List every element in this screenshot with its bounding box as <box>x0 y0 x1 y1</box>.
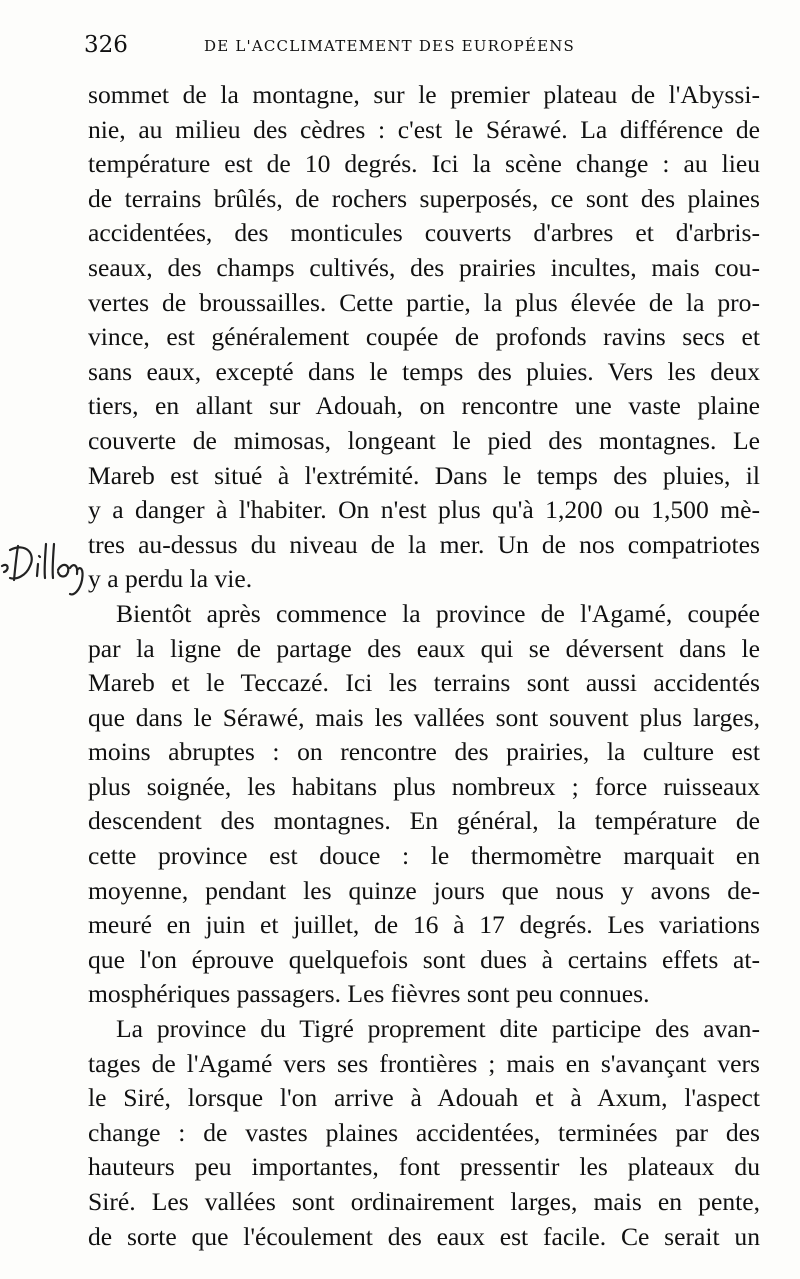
text-line: que dans le Sérawé, mais les vallées sont souvent plus larges, <box>88 702 760 732</box>
text-line: Siré. Les vallées sont ordinairement larges, mais en pente, <box>88 1187 760 1216</box>
text-line: vertes de broussailles. Cette partie, la plus élevée de la pro- <box>88 287 760 317</box>
text-line: tages de l'Agamé vers ses frontières ; mais en s'avançant vers <box>88 1048 760 1078</box>
paragraph-3 <box>88 1012 760 1254</box>
text-line: accidentées, des monticules couverts d'arbres et d'arbris- <box>88 218 760 248</box>
text-line: de sorte que l'écoulement des eaux est facile. Ce serait un <box>88 1221 760 1251</box>
paragraph-2 <box>88 597 760 1012</box>
text-line: change : de vastes plaines accidentées, terminées par des <box>88 1117 760 1147</box>
text-line: y a danger à l'habiter. On n'est plus qu'à 1,200 ou 1,500 mè- <box>88 495 760 525</box>
text-line: couverte de mimosas, longeant le pied des montagnes. Le <box>88 425 760 455</box>
text-line: meuré en juin et juillet, de 16 à 17 degrés. Les variations <box>88 910 760 940</box>
text-line: tres au-dessus du niveau de la mer. Un de nos compatriotes <box>88 529 760 559</box>
text-line: vince, est généralement coupée de profonds ravins secs et <box>88 322 760 352</box>
text-line: seaux, des champs cultivés, des prairies incultes, mais cou- <box>88 252 760 282</box>
text-line: La province du Tigré proprement dite participe des avan- <box>116 1014 760 1044</box>
paragraph-1 <box>88 78 760 597</box>
text-line: tiers, en allant sur Adouah, on rencontre une vaste plaine <box>88 391 760 421</box>
text-line: de terrains brûlés, de rochers superposés, ce sont des plaines <box>88 183 760 213</box>
text-line: que l'on éprouve quelquefois sont dues à certains effets at- <box>88 944 760 974</box>
text-line: moins abruptes : on rencontre des prairies, la culture est <box>88 737 760 767</box>
page-header <box>84 32 768 60</box>
text-line: Bientôt après commence la province de l'Agamé, coupée <box>116 598 760 628</box>
signature-scribble-icon <box>0 536 86 598</box>
text-line: température est de 10 degrés. Ici la scène change : au lieu <box>88 149 760 179</box>
body-text <box>88 78 760 1254</box>
text-line: mosphériques passagers. Les fièvres sont peu connues. <box>88 979 650 1009</box>
text-line: Mareb et le Teccazé. Ici les terrains sont aussi accidentés <box>88 668 760 698</box>
running-head: DE L'ACCLIMATEMENT DES EUROPÉENS <box>204 37 576 55</box>
text-line: hauteurs peu importantes, font pressentir les plateaux du <box>88 1152 760 1182</box>
text-line: y a perdu la vie. <box>88 564 253 594</box>
text-line: moyenne, pendant les quinze jours que nous y avons de- <box>88 875 760 905</box>
text-line: descendent des montagnes. En général, la température de <box>88 806 760 836</box>
text-line: par la ligne de partage des eaux qui se déversent dans le <box>88 633 760 663</box>
text-line: plus soignée, les habitans plus nombreux ; force ruisseaux <box>88 771 760 801</box>
text-line: Mareb est situé à l'extrémité. Dans le temps des pluies, il <box>88 460 760 490</box>
page-number: 326 <box>84 32 128 58</box>
text-line: sans eaux, excepté dans le temps des pluies. Vers les deux <box>88 356 760 386</box>
text-line: le Siré, lorsque l'on arrive à Adouah et à Axum, l'aspect <box>88 1083 760 1113</box>
text-line: sommet de la montagne, sur le premier plateau de l'Abyssi- <box>88 80 760 109</box>
handwritten-margin-signature <box>0 536 86 598</box>
text-line: nie, au milieu des cèdres : c'est le Sérawé. La différence de <box>88 114 760 144</box>
text-line: cette province est douce : le thermomètre marquait en <box>88 841 760 871</box>
